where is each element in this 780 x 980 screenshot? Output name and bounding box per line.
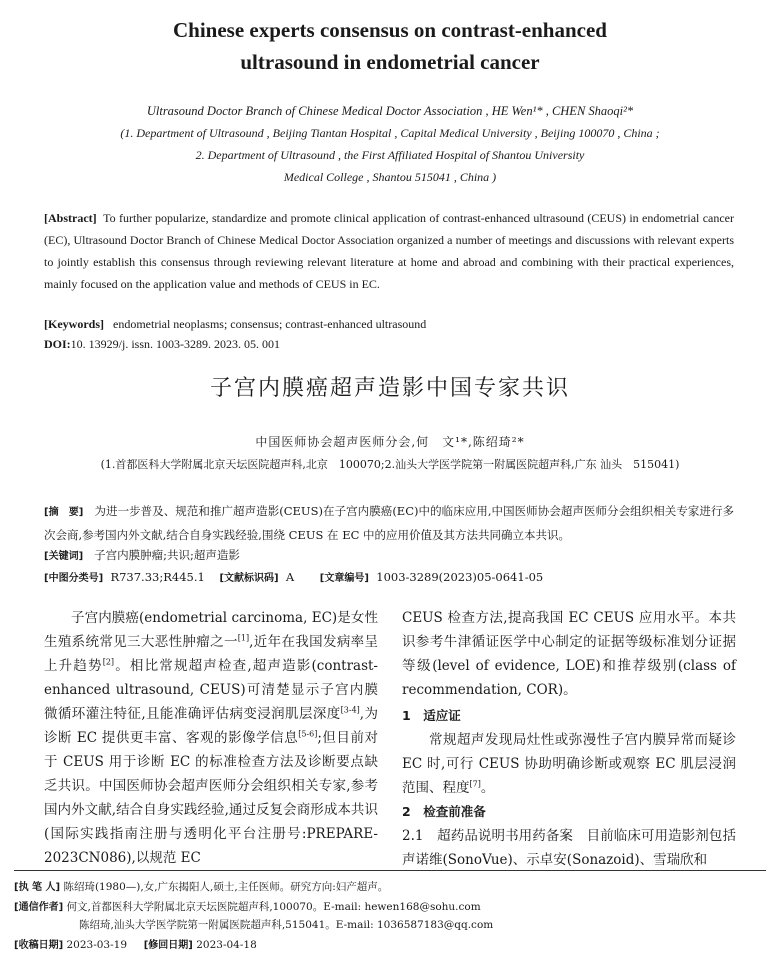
revised-date-label: [修回日期] xyxy=(143,940,193,951)
chinese-abstract-label: [摘 要] xyxy=(44,507,84,518)
chinese-keywords xyxy=(44,544,734,568)
section-2-heading: 2 检查前准备 xyxy=(402,804,486,819)
received-date: 2023-03-19 xyxy=(66,939,128,951)
english-keywords xyxy=(44,314,734,334)
chinese-title: 子宫内膜癌超声造影中国专家共识 xyxy=(209,376,570,401)
section-2-1-paragraph: 2.1 超药品说明书用药备案 目前临床可用造影剂包括声诺维(SonoVue)、示卓安(Sonazoid)、雪瑞欣和 xyxy=(402,828,736,868)
english-keywords-text: endometrial neoplasms; consensus; contrast-enhanced ultrasound xyxy=(113,317,427,331)
footer-author-text: 陈绍琦(1980—),女,广东揭阳人,硕士,主任医师。研究方向:妇产超声。 xyxy=(63,881,389,893)
chinese-keywords-label: [关键词] xyxy=(44,551,84,562)
citation-2[interactable]: [2] xyxy=(102,657,115,667)
english-title-line2: ultrasound in endometrial cancer xyxy=(240,50,540,74)
footer-corresponding-text-1: 何文,首都医科大学附属北京天坛医院超声科,100070。E-mail: hewen168@sohu.com xyxy=(66,901,481,913)
doc-code-text: A xyxy=(285,570,295,584)
section-1-paragraph: 常规超声发现局灶性或弥漫性子宫内膜异常而疑诊 EC 时,可行 CEUS 协助明确诊断或观察 EC 肌层浸润范围、程度[7]。 xyxy=(402,732,736,796)
english-keywords-label: [Keywords] xyxy=(44,317,104,331)
body-right-column xyxy=(402,606,736,872)
english-title xyxy=(0,14,780,78)
footer-corresponding-text-2: 陈绍琦,汕头大学医学院第一附属医院超声科,515041。E-mail: 1036587183@qq.com xyxy=(79,919,494,931)
received-date-label: [收稿日期] xyxy=(14,940,64,951)
footer-corresponding xyxy=(14,898,766,917)
doi-label: DOI: xyxy=(44,337,71,351)
intro-paragraph: 子宫内膜癌(endometrial carcinoma, EC)是女性生殖系统常见三大恶性肿瘤之一[1],近年在我国发病率呈上升趋势[2]。相比常规超声检查,超声造影(contrast-enhanced ultrasound, CEUS)可清楚显示子宫内膜微循环灌注特征,且能准确评估病变浸润肌层深度[3-4],为诊断 EC 提供更丰富、客观的影像学信息[5-6];但目前对于 CEUS 用于诊断 EC 的标准检查方法及诊断要点缺乏共识。中国医师协会超声医师分会组织相关专家,参考国内外文献,结合自身实践经验,通过反复会商形成本共识(国际实践指南注册与透明化平台注册号:PREPARE-2023CN086),以规范 EC xyxy=(44,610,379,866)
english-authors: Ultrasound Doctor Branch of Chinese Medical Doctor Association , HE Wen¹* , CHEN Shaoqi²* xyxy=(146,104,634,118)
chinese-authors: 中国医师协会超声医师分会,何 文¹*,陈绍琦²* xyxy=(255,435,525,449)
english-title-line1: Chinese experts consensus on contrast-enhanced xyxy=(172,18,607,42)
footer-dates xyxy=(14,936,766,955)
footer-corresponding-label: [通信作者] xyxy=(14,902,64,913)
english-abstract-label: [Abstract] xyxy=(44,211,97,225)
chinese-abstract xyxy=(44,500,734,546)
section-1-heading: 1 适应证 xyxy=(402,708,461,723)
classification-line xyxy=(44,566,734,590)
body-left-column xyxy=(44,606,378,870)
revised-date: 2023-04-18 xyxy=(196,939,257,951)
english-affiliation-3: Medical College , Shantou 515041 , China ) xyxy=(283,170,497,184)
citation-1[interactable]: [1] xyxy=(237,633,250,643)
english-affiliation-1: (1. Department of Ultrasound , Beijing Tiantan Hospital , Capital Medical University , Beijing 100070 , China ; xyxy=(120,126,660,140)
article-number-text: 1003-3289(2023)05-0641-05 xyxy=(376,570,544,584)
chinese-abstract-text: 为进一步普及、规范和推广超声造影(CEUS)在子宫内膜癌(EC)中的临床应用,中国医师协会超声医师分会组织相关专家进行多次会商,参考国内外文献,结合自身实践经验,围绕 CEUS 在 EC 中的应用价值及其方法共同确立本共识。 xyxy=(44,504,735,542)
footer-author-label: [执 笔 人] xyxy=(14,882,61,893)
chinese-affiliation: (1.首都医科大学附属北京天坛医院超声科,北京 100070;2.汕头大学医学院第一附属医院超声科,广东 汕头 515041) xyxy=(100,458,680,471)
clc-text: R737.33;R445.1 xyxy=(110,570,205,584)
chinese-keywords-text: 子宫内膜肿瘤;共识;超声造影 xyxy=(94,548,240,562)
citation-3-4[interactable]: [3-4] xyxy=(340,705,360,715)
clc-label: [中图分类号] xyxy=(44,573,104,584)
footer-divider xyxy=(14,870,766,871)
doi-text: 10. 13929/j. issn. 1003-3289. 2023. 05. 001 xyxy=(70,337,281,351)
footer-author xyxy=(14,878,766,897)
english-affiliation-2: 2. Department of Ultrasound , the First Affiliated Hospital of Shantou University xyxy=(195,148,585,162)
english-abstract-text: To further popularize, standardize and promote clinical application of contrast-enhanced ultrasound (CEUS) in endometrial cancer (EC), Ultrasound Doctor Branch of Chinese Medical Doctor Association organized a number of meetings and discussions with relevant experts to jointly establish this consensus through reviewing relevant literature at home and abroad and combining with their practical experiences, mainly focused on the application value and methods of CEUS in EC. xyxy=(44,211,734,291)
intro-paragraph-continued: CEUS 检查方法,提高我国 EC CEUS 应用水平。本共识参考牛津循证医学中心制定的证据等级标准划分证据等级(level of evidence, LOE)和推荐级别(class of recommendation, COR)。 xyxy=(402,610,736,698)
footer-corresponding-2 xyxy=(79,916,759,934)
doc-code-label: [文献标识码] xyxy=(219,573,279,584)
citation-5-6[interactable]: [5-6] xyxy=(298,729,318,739)
citation-7[interactable]: [7] xyxy=(469,779,481,789)
article-number-label: [文章编号] xyxy=(319,573,369,584)
english-abstract xyxy=(44,207,734,295)
doi-line xyxy=(44,334,734,354)
